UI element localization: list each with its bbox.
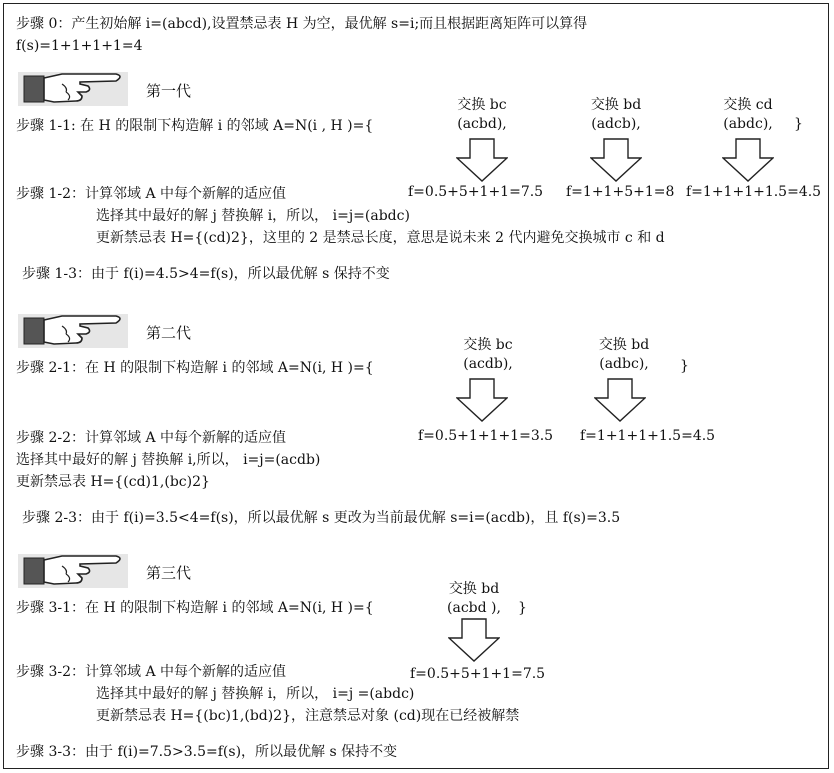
step-3-3: 步骤 3-3：由于 f(i)=7.5>3.5=f(s)，所以最优解 s 保持不变 — [16, 744, 398, 760]
gen1-swap-3-solution: (abdc), — [723, 116, 773, 132]
gen1-swap-3-title: 交换 cd — [723, 97, 773, 113]
step0-line2: f(s)=1+1+1+1=4 — [16, 38, 143, 54]
gen3-closing-brace: } — [518, 600, 527, 616]
gen1-swap-1-title: 交换 bc — [457, 97, 507, 113]
down-arrow-icon — [722, 138, 774, 182]
step-3-2-c: 更新禁忌表 H={(bc)1,(bd)2}，注意禁忌对象 (cd)现在已经被解禁 — [96, 708, 520, 724]
step-1-2-a: 步骤 1-2：计算邻域 A 中每个新解的适应值 — [16, 186, 287, 202]
step-2-3: 步骤 2-3：由于 f(i)=3.5<4=f(s)，所以最优解 s 更改为当前最优解 s=i=(acdb)，且 f(s)=3.5 — [22, 510, 621, 526]
gen3-swap-1-solution: (acbd ), — [447, 600, 501, 616]
gen1-swap-2-solution: (adcb), — [591, 116, 641, 132]
step-2-2-c: 更新禁忌表 H={(cd)1,(bc)2} — [16, 474, 210, 490]
pointing-hand-icon — [18, 552, 128, 588]
down-arrow-icon — [590, 138, 642, 182]
step-1-3: 步骤 1-3：由于 f(i)=4.5>4=f(s)，所以最优解 s 保持不变 — [22, 266, 390, 282]
gen2-fitness-2: f=1+1+1+1.5=4.5 — [580, 428, 716, 444]
generation-3-label: 第三代 — [146, 564, 192, 582]
pointing-hand-icon — [18, 70, 128, 106]
step-2-1: 步骤 2-1：在 H 的限制下构造解 i 的邻域 A=N(i, H )={ — [16, 360, 374, 376]
down-arrow-icon — [456, 378, 508, 422]
step-2-2-a: 步骤 2-2：计算邻域 A 中每个新解的适应值 — [16, 430, 287, 446]
generation-2-label: 第二代 — [146, 324, 192, 342]
gen1-fitness-2: f=1+1+5+1=8 — [566, 184, 675, 200]
step-1-2-c: 更新禁忌表 H={(cd)2}，这里的 2 是禁忌长度，意思是说未来 2 代内避免交换城市 c 和 d — [96, 230, 665, 246]
pointing-hand-icon — [18, 312, 128, 348]
gen2-swap-2-title: 交换 bd — [598, 337, 650, 353]
gen3-fitness-1: f=0.5+5+1+1=7.5 — [410, 666, 546, 682]
step-2-2-b: 选择其中最好的解 j 替换解 i,所以， i=j=(acdb) — [16, 452, 321, 468]
step-3-2-b: 选择其中最好的解 j 替换解 i，所以， i=j =(abdc) — [96, 686, 415, 702]
gen1-fitness-1: f=0.5+5+1+1=7.5 — [408, 184, 544, 200]
down-arrow-icon — [594, 378, 646, 422]
step-3-1: 步骤 3-1：在 H 的限制下构造解 i 的邻域 A=N(i, H )={ — [16, 600, 374, 616]
gen3-swap-1-title: 交换 bd — [448, 581, 500, 597]
step-3-2-a: 步骤 3-2：计算邻域 A 中每个新解的适应值 — [16, 664, 287, 680]
step-1-2-b: 选择其中最好的解 j 替换解 i，所以， i=j=(abdc) — [96, 208, 410, 224]
down-arrow-icon — [456, 138, 508, 182]
gen2-fitness-1: f=0.5+1+1+1=3.5 — [418, 428, 554, 444]
step0-line1: 步骤 0：产生初始解 i=(abcd),设置禁忌表 H 为空，最优解 s=i;而且根据距离矩阵可以算得 — [16, 16, 588, 32]
gen2-swap-2-solution: (adbc), — [599, 356, 649, 372]
gen1-closing-brace: } — [794, 116, 803, 132]
gen1-swap-1-solution: (acbd), — [457, 116, 507, 132]
gen2-swap-1-title: 交换 bc — [463, 337, 513, 353]
gen1-fitness-3: f=1+1+1+1.5=4.5 — [686, 184, 822, 200]
gen2-closing-brace: } — [680, 358, 689, 374]
gen1-swap-2-title: 交换 bd — [590, 97, 642, 113]
down-arrow-icon — [448, 618, 500, 662]
generation-1-label: 第一代 — [146, 82, 192, 100]
step-1-1: 步骤 1-1: 在 H 的限制下构造解 i 的邻域 A=N(i , H )={ — [16, 118, 374, 134]
gen2-swap-1-solution: (acdb), — [463, 356, 513, 372]
